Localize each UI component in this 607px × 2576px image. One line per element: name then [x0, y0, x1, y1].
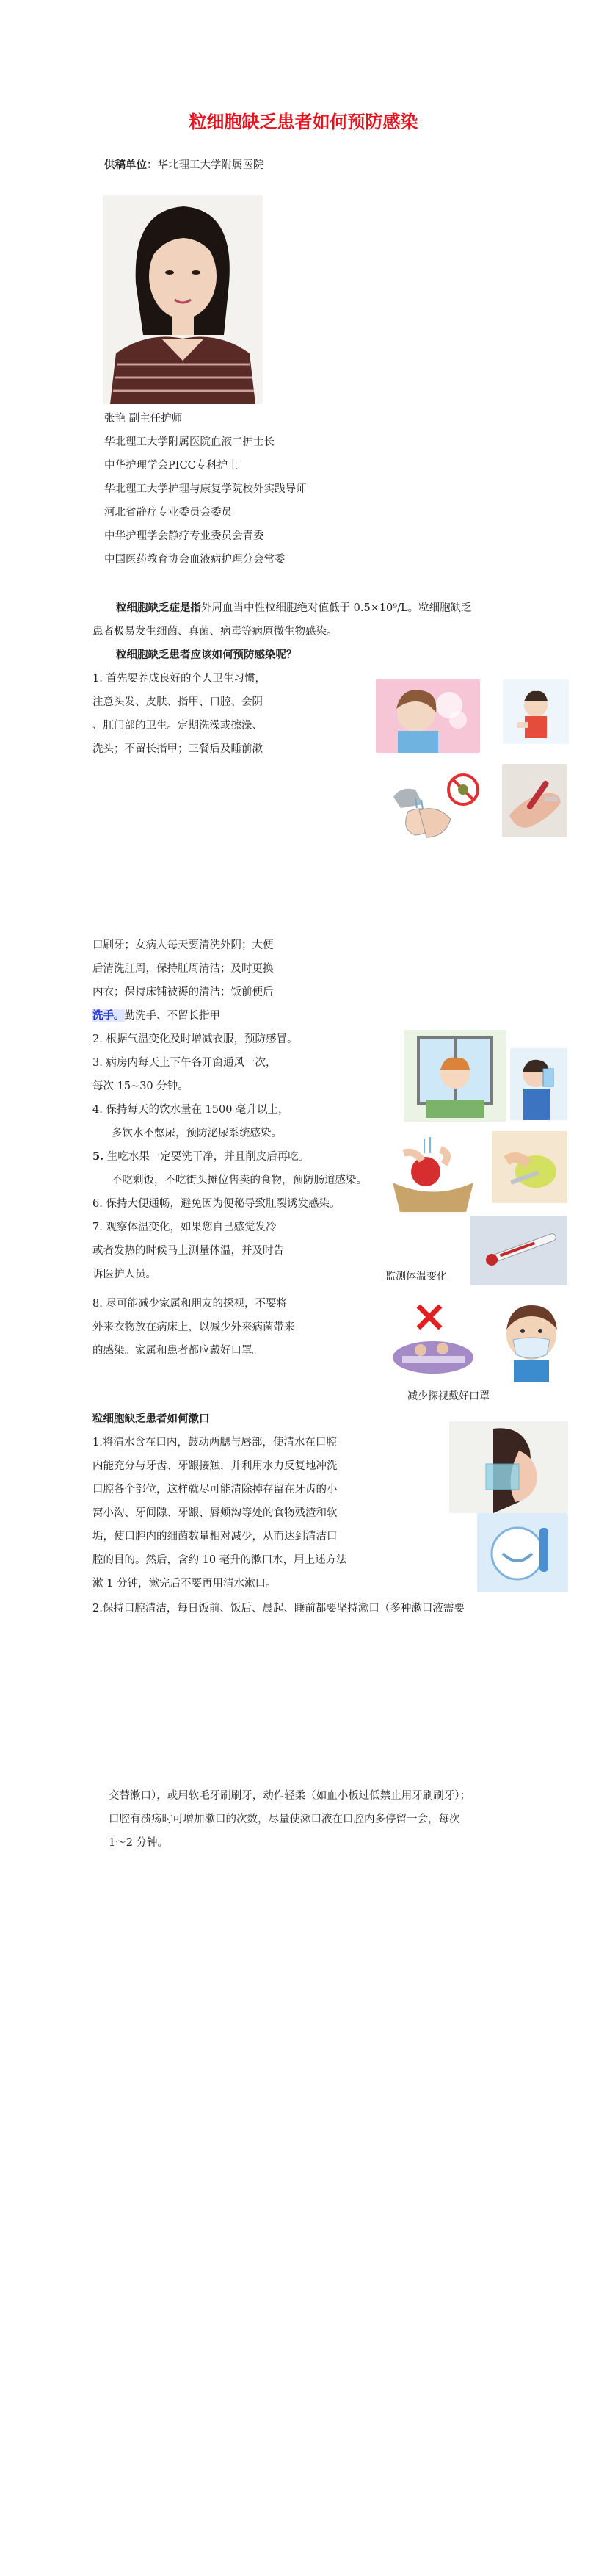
temperature-caption: 监测体温变化: [385, 1271, 447, 1282]
s2-item-2: 2.保持口腔清洁，每日饭前、饭后、晨起、睡前都要坚持漱口（多种漱口液需要: [92, 1603, 465, 1614]
s1-item-7b: 或者发热的时候马上测量体温，并及时告: [92, 1245, 284, 1257]
author-line-7: 中国医药教育协会血液病护理分会常委: [104, 554, 286, 566]
s2-cont-3: 1～2 分钟。: [109, 1837, 169, 1849]
s2-line-7: 漱 1 分钟，漱完后不要再用清水漱口。: [92, 1578, 277, 1590]
s1-line-a1: 1. 首先要养成良好的个人卫生习惯，: [92, 673, 266, 685]
author-line-2: 华北理工大学附属医院血液二护士长: [104, 436, 275, 448]
item5-text-a: 生吃水果一定要洗干净，并且削皮后再吃。: [106, 1151, 310, 1163]
author-line-3: 中华护理学会PICC专科护士: [104, 460, 239, 472]
author-photo: [103, 195, 263, 404]
s1-item-5b: 不吃剩饭，不吃街头摊位售卖的食物，预防肠道感染。: [112, 1175, 367, 1186]
section2-heading: 粒细胞缺乏患者如何漱口: [92, 1413, 210, 1425]
s1-item-3a: 3. 病房内每天上下午各开窗通风一次，: [92, 1057, 277, 1069]
s1-item-3b: 每次 15~30 分钟。: [92, 1080, 189, 1092]
intro-line-2: 患者极易发生细菌、真菌、病毒等病原微生物感染。: [92, 626, 338, 638]
s1-item-7c: 诉医护人员。: [92, 1269, 156, 1280]
s1-line-b1: 口刷牙；女病人每天要清洗外阴；大便: [92, 939, 274, 951]
no-visiting-illustration: [388, 1299, 479, 1379]
s2-line-3: 口腔各个部位，这样就尽可能清除掉存留在牙齿的小: [92, 1484, 338, 1496]
s2-line-1: 1.将清水含在口内，鼓动两腮与唇部，使清水在口腔: [92, 1437, 337, 1448]
intro-term: 粒细胞缺乏症是指: [116, 602, 201, 614]
author-line-5: 河北省静疗专业委员会委员: [104, 507, 232, 519]
s1-line-a3: 、肛门部的卫生。定期洗澡或擦澡、: [92, 720, 263, 732]
s2-line-6: 腔的目的。然后，含约 10 毫升的漱口水，用上述方法: [92, 1554, 347, 1566]
mask-caption: 减少探视戴好口罩: [407, 1390, 490, 1402]
open-window-illustration: [404, 1030, 506, 1122]
nail-care-illustration: [503, 679, 569, 744]
s1-item-7a: 7. 观察体温变化，如果您自己感觉发冷: [92, 1222, 277, 1233]
s2-line-2: 内能充分与牙齿、牙龈接触，并利用水力反复地冲洗: [92, 1460, 338, 1472]
oral-care-illustration: [477, 1513, 568, 1592]
unit-label: 供稿单位：: [104, 159, 158, 171]
thermometer-illustration: [470, 1216, 567, 1285]
s1-line-a4: 洗头；不留长指甲；三餐后及睡前漱: [92, 743, 263, 755]
item5-number: 5.: [92, 1150, 104, 1163]
handwash-no-germs-illustration: [386, 768, 485, 845]
s1-item-2: 2. 根据气温变化及时增减衣服，预防感冒。: [92, 1033, 298, 1045]
s1-item-8c: 的感染。家属和患者都应戴好口罩。: [92, 1345, 263, 1357]
intro-line-1: [116, 601, 472, 616]
hair-washing-illustration: [376, 679, 480, 753]
s1-line-a2: 注意头发、皮肤、指甲、口腔、会阴: [92, 696, 263, 708]
unit-line: [104, 158, 264, 173]
s1-line-b2: 后清洗肛周，保持肛周清洁；及时更换: [92, 963, 274, 975]
s1-item-5: [92, 1150, 309, 1164]
intro-text-1: 外周血当中性粒细胞绝对值低于 0.5×10⁹/L。粒细胞缺乏: [201, 602, 472, 614]
nail-clipping-illustration: [502, 764, 567, 837]
wash-hands-highlight: 洗手。: [92, 1009, 125, 1022]
s2-cont-2: 口腔有溃疡时可增加漱口的次数，尽量使漱口液在口腔内多停留一会，每次: [109, 1814, 460, 1825]
section1-heading: 粒细胞缺乏患者应该如何预防感染呢？: [116, 649, 297, 661]
author-line-6: 中华护理学会静疗专业委员会青委: [104, 530, 264, 542]
washing-fruit-illustration: [382, 1131, 481, 1219]
wash-hands-rest: 勤洗手、不留长指甲: [124, 1010, 220, 1022]
s2-line-5: 垢，使口腔内的细菌数量相对减少，从而达到清洁口: [92, 1531, 338, 1543]
author-line-1: 张艳 副主任护师: [104, 413, 183, 425]
s2-cont-1: 交替漱口），或用软毛牙刷刷牙，动作轻柔（如血小板过低禁止用牙刷刷牙）；: [109, 1790, 470, 1802]
s1-wash-line: [92, 1009, 220, 1023]
page-title: 粒细胞缺乏患者如何预防感染: [189, 111, 418, 132]
unit-name: 华北理工大学附属医院: [157, 159, 264, 171]
s1-item-8b: 外来衣物放在病床上，以减少外来病菌带来: [92, 1321, 295, 1333]
s1-item-6: 6. 保持大便通畅，避免因为便秘导致肛裂诱发感染。: [92, 1198, 341, 1210]
rinsing-mouth-illustration: [449, 1421, 568, 1513]
s1-item-4a: 4. 保持每天的饮水量在 1500 毫升以上，: [92, 1104, 289, 1116]
s2-line-4: 窝小沟、牙间隙、牙龈、唇颊沟等处的食物残渣和软: [92, 1507, 338, 1519]
author-line-4: 华北理工大学护理与康复学院校外实践导师: [104, 483, 307, 495]
s1-item-4b: 多饮水不憋尿，预防泌尿系统感染。: [112, 1128, 282, 1139]
s1-item-8a: 8. 尽可能减少家属和朋友的探视，不要将: [92, 1298, 287, 1310]
s1-line-b3: 内衣；保持床铺被褥的清洁；饭前便后: [92, 986, 274, 998]
face-mask-illustration: [495, 1294, 567, 1382]
peeling-fruit-illustration: [492, 1131, 567, 1203]
drinking-water-illustration: [510, 1048, 567, 1120]
